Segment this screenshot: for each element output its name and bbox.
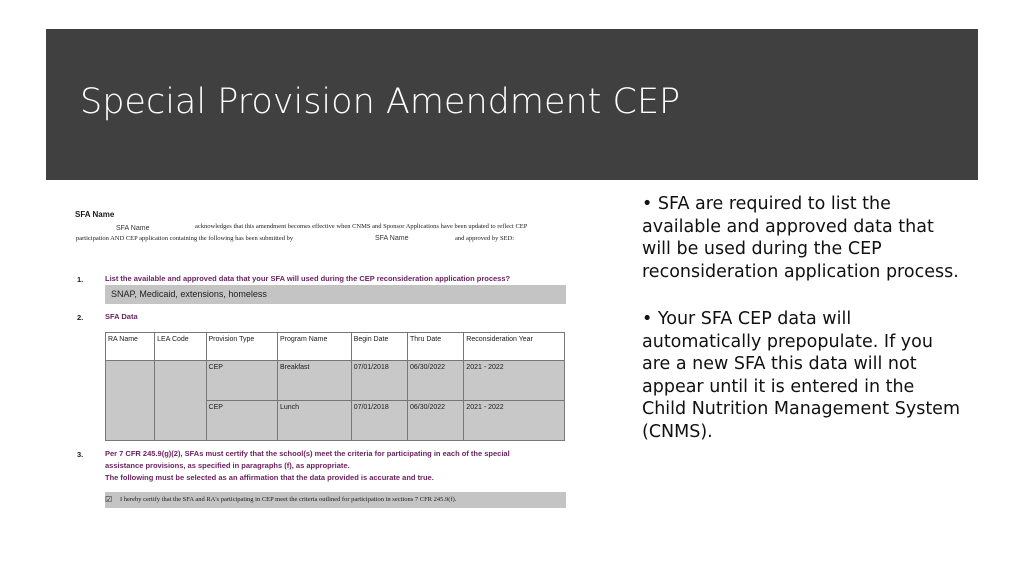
bullet-list bbox=[642, 193, 962, 468]
question-1-answer: SNAP, Medicaid, extensions, homeless bbox=[111, 289, 267, 299]
sfa-name-field-2[interactable]: SFA Name bbox=[375, 235, 409, 242]
table-cell: 2021 - 2022 bbox=[464, 361, 565, 401]
form-screenshot bbox=[70, 205, 570, 515]
question-1-text: List the available and approved data that your SFA will used during the CEP reconsideration application process? bbox=[105, 274, 511, 283]
sfa-data-table bbox=[105, 332, 565, 441]
table-cell: 07/01/2018 bbox=[351, 401, 407, 441]
question-3-text bbox=[105, 448, 565, 484]
slide-title: Special Provision Amendment CEP bbox=[80, 82, 681, 122]
question-3-line-3: The following must be selected as an affirmation that the data provided is accurate and true. bbox=[105, 473, 434, 482]
sfa-data-title: SFA Data bbox=[105, 312, 138, 321]
column-header: Reconsideration Year bbox=[464, 333, 565, 361]
question-3-line-2: assistance provisions, as specified in paragraphs (f), as appropriate. bbox=[105, 461, 350, 470]
acknowledgement-line-2: participation AND CEP application containing the following has been submitted by bbox=[76, 235, 294, 242]
bullet-text-1: SFA are required to list the available and approved data that will be used during the CEP reconsideration application process. bbox=[642, 194, 959, 282]
column-header: Provision Type bbox=[206, 333, 277, 361]
acknowledgement-line-2-end: and approved by SED: bbox=[455, 235, 515, 242]
bullet-item-1: • SFA are required to list the available and approved data that will be used during the CEP reconsideration application process. bbox=[642, 194, 959, 282]
table-cell: 06/30/2022 bbox=[408, 361, 464, 401]
certification-text: I hereby certify that the SFA and RA's participating in CEP meet the criteria outlined for participation in sections 7 CFR 245.9(f). bbox=[120, 496, 457, 503]
sfa-name-field-1[interactable]: SFA Name bbox=[116, 225, 150, 232]
table-cell: 06/30/2022 bbox=[408, 401, 464, 441]
column-header: RA Name bbox=[106, 333, 155, 361]
bullet-text-2: Your SFA CEP data will automatically prepopulate. If you are a new SFA this data will not appear until it is entered in the Child Nutrition Management System (CNMS). bbox=[642, 309, 960, 442]
table-cell: Breakfast bbox=[277, 361, 351, 401]
question-3-line-1: Per 7 CFR 245.9(g)(2), SFAs must certify that the school(s) meet the criteria for participating in each of the special bbox=[105, 449, 510, 458]
certification-field bbox=[105, 492, 566, 508]
column-header: Thru Date bbox=[408, 333, 464, 361]
lea-code-cell[interactable] bbox=[155, 361, 206, 441]
table-cell: 2021 - 2022 bbox=[464, 401, 565, 441]
table-cell: CEP bbox=[206, 401, 277, 441]
slide-header bbox=[46, 29, 978, 180]
table-row bbox=[106, 361, 565, 401]
bullet-item-2: • Your SFA CEP data will automatically prepopulate. If you are a new SFA this data will not appear until it is entered in the Child Nutrition Management System (CNMS). bbox=[642, 309, 960, 442]
certification-checkbox[interactable]: ☑ bbox=[105, 495, 113, 504]
column-header: LEA Code bbox=[155, 333, 206, 361]
table-header-row bbox=[106, 333, 565, 361]
column-header: Program Name bbox=[277, 333, 351, 361]
acknowledgement-line-1: acknowledges that this amendment becomes effective when CNMS and Sponsor Applications have been updated to reflect CEP bbox=[195, 223, 528, 230]
column-header: Begin Date bbox=[351, 333, 407, 361]
question-1-number: 1. bbox=[77, 275, 84, 284]
table-cell: 07/01/2018 bbox=[351, 361, 407, 401]
table-cell: Lunch bbox=[277, 401, 351, 441]
ra-name-cell[interactable] bbox=[106, 361, 155, 441]
sfa-name-label: SFA Name bbox=[75, 210, 115, 219]
question-2-number: 2. bbox=[77, 313, 84, 322]
question-3-number: 3. bbox=[77, 450, 84, 459]
question-1-answer-field[interactable] bbox=[105, 285, 566, 304]
table-cell: CEP bbox=[206, 361, 277, 401]
